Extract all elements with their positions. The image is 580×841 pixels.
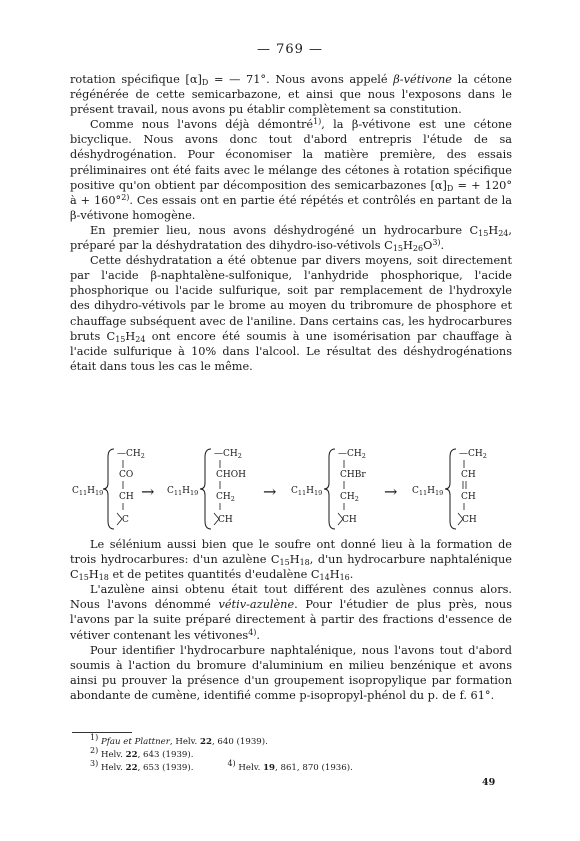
text-run: H (289, 553, 300, 567)
brace-4 (445, 449, 456, 529)
text-run: H (329, 568, 340, 582)
text-run: O (423, 239, 433, 253)
text-run: , Helv. (169, 737, 200, 747)
subscript: 14 (319, 573, 330, 583)
text-run: Helv. (238, 763, 264, 773)
text-run: En premier lieu, nous avons déshydrogéné un hydrocarbure C (90, 223, 479, 237)
subscript: 16 (339, 573, 350, 583)
subscript: D (446, 183, 454, 193)
subscript: 15 (115, 334, 126, 344)
reaction-scheme (70, 443, 512, 535)
text-run: , préparé par la déshydratation des dihydro-iso-vétivols C (70, 223, 512, 253)
brace-3 (324, 449, 335, 529)
text-run: H (125, 329, 136, 343)
text-run: . Ces essais ont en partie été répétés et contrôlés en partant de la β-vétivone homogène. (70, 193, 513, 222)
text-run: ont encore été soumis à une isomérisation par chauffage à l'acide sulfurique à 10% dans l'alcool. Le résultat des déshydrogénations était dans tous les cas le même. (70, 329, 512, 373)
text-run: , 640 (1939). (211, 737, 268, 747)
paragraph-7: Pour identifier l'hydrocarbure naphtalénique, nous l'avons tout d'abord soumis à l'action du bromure d'aluminium en milieu benzénique et avons ainsi pu prouver la présence d'un groupement isopropylique par formation abondante de cumène, identifié comme p-isopropyl-phénol du p. de f. 61°. (70, 643, 512, 702)
body-text-bottom (70, 537, 512, 703)
footnote-mark: 3) (90, 759, 99, 768)
brace-2 (200, 449, 211, 529)
footnotes (90, 733, 510, 775)
subscript: 15 (478, 228, 489, 238)
s3-line-2: CHBr (340, 470, 366, 480)
text-run: H (88, 568, 99, 582)
text-run: H (403, 239, 413, 253)
text-run: , 861, 870 (1936). (275, 763, 353, 773)
footnote-3-4 (90, 759, 510, 775)
text-run: Cette déshydratation a été obtenue par divers moyens, soit directement par l'acide β-naphtalène-sulfonique, l'anhydride phosphorique, l'acide phosphorique ou l'acide sulfurique, soit par remplacement de l'hydroxyle des dihydro-vétivols par le brome au moyen du tribromure de phosphore et chauffage subséquent avec de l'aniline. Dans certains cas, les hydrocarbures bruts C (70, 254, 512, 343)
text-run: . Pour l'étudier de plus près, nous l'avons par la suite préparé directement à partir des fractions d'essence de vétiver contenant les vétivones (70, 598, 512, 642)
text-run: , d'un hydrocarbure naphtalénique C (70, 553, 512, 582)
s1-line-1: $—CH_2$ (117, 449, 145, 460)
text-run: Helv. (100, 763, 126, 773)
paragraph-5 (70, 537, 512, 582)
footnote-volume: 19 (263, 763, 276, 773)
subscript: 18 (98, 573, 109, 583)
italic-term: vétiv-azulène (218, 598, 295, 612)
footnote-ref: 2) (121, 192, 130, 202)
s3-line-4: CH (342, 515, 357, 525)
subscript: 18 (299, 558, 310, 568)
paragraph-4 (70, 253, 512, 374)
subscript: 24 (135, 334, 146, 344)
s4-line-2: CH (461, 470, 476, 480)
arrow-1: → (141, 482, 155, 501)
text-run: . (256, 628, 260, 642)
footnote-volume: 22 (125, 763, 138, 773)
text-run: et de petites quantités d'eudalène C (108, 568, 320, 582)
text-run: Le sélénium aussi bien que le soufre ont donné lieu à la formation de trois hydrocarbures: d'un azulène C (70, 538, 512, 567)
s2-line-2: CHOH (216, 470, 246, 480)
prefix-formula: $C_{11}H_{19}$ (291, 486, 323, 497)
s1-line-2: CO (119, 470, 134, 480)
s4-line-1: $—CH_2$ (459, 449, 487, 460)
footnote-ref: 1) (313, 117, 322, 127)
footnote-ref: 3) (432, 238, 441, 248)
arrow-3: → (384, 482, 398, 501)
s2-line-1: $—CH_2$ (214, 449, 242, 460)
footnote-volume: 22 (125, 750, 138, 760)
footnote-1 (90, 733, 510, 749)
s1-line-3: CH (119, 492, 134, 502)
footnote-mark: 1) (90, 733, 99, 742)
s2-line-4: CH (218, 515, 233, 525)
paragraph-1 (70, 72, 512, 117)
subscript: 24 (498, 228, 509, 238)
page-number: — 769 — (256, 42, 324, 57)
s4-line-3: CH (461, 492, 476, 502)
subscript: 15 (279, 558, 290, 568)
s4-line-4: CH (462, 515, 477, 525)
text-run: = + 120° à + 160° (70, 178, 512, 207)
subscript: D (201, 78, 209, 87)
text-run: H (488, 223, 499, 237)
text-run: Comme nous l'avons déjà démontré (90, 118, 314, 132)
s3-line-1: $—CH_2$ (338, 449, 366, 460)
subscript: 15 (392, 244, 404, 254)
text-run: . (349, 568, 354, 582)
arrow-2: → (263, 482, 277, 501)
text-run: rotation spécifique [α] (70, 73, 202, 86)
prefix-formula: $C_{11}H_{19}$ (72, 486, 104, 497)
text-run: . (440, 239, 445, 253)
prefix-formula: $C_{11}H_{19}$ (412, 486, 444, 497)
footnote-mark: 4) (227, 759, 236, 768)
footnote-2 (90, 746, 510, 762)
footnote-mark: 2) (90, 746, 99, 755)
text-run: , 653 (1939). (137, 763, 194, 773)
paragraph-2 (70, 117, 512, 223)
prefix-formula: $C_{11}H_{19}$ (167, 486, 199, 497)
text-run: , la β-vétivone est une cétone bicyclique. Nous avons donc tout d'abord entrepris l'étude de sa déshydrogénation. Pour économiser la matière première, des essais préliminaires ont été faits avec le mélange des cétones à rotation spécifique positive qu'on obtient par décomposition des semicarbazones [α] (70, 118, 512, 192)
text-run: L'azulène ainsi obtenu était tout différent des azulènes connus alors. Nous l'avons dénommé (70, 583, 512, 612)
text-run: Helv. (100, 750, 126, 760)
brace-1 (103, 449, 114, 529)
subscript: 26 (412, 244, 424, 254)
footnote-authors: Pfau et Plattner (100, 737, 170, 747)
paragraph-3 (70, 223, 512, 253)
s1-line-4: C (122, 515, 129, 525)
reaction-scheme-svg (70, 443, 512, 535)
text-run: , 643 (1939). (137, 750, 194, 760)
sheet-number: 49 (482, 777, 496, 788)
footnote-volume: 22 (199, 737, 212, 747)
s3-line-3: $CH_2$ (340, 492, 359, 503)
text-run: la cétone régénérée de cette semicarbazone, et ainsi que nous l'exposons dans le présent travail, nous avons pu établir complètement sa constitution. (70, 73, 512, 117)
text-run: = — 71°. Nous avons appelé (208, 73, 394, 86)
paragraph-6 (70, 582, 512, 642)
body-text-top (70, 72, 512, 374)
subscript: 15 (78, 573, 89, 583)
italic-term: β-vétivone (393, 73, 452, 86)
footnote-rule (72, 732, 132, 733)
footnote-ref: 4) (248, 627, 257, 637)
s2-line-3: $CH_2$ (216, 492, 235, 503)
